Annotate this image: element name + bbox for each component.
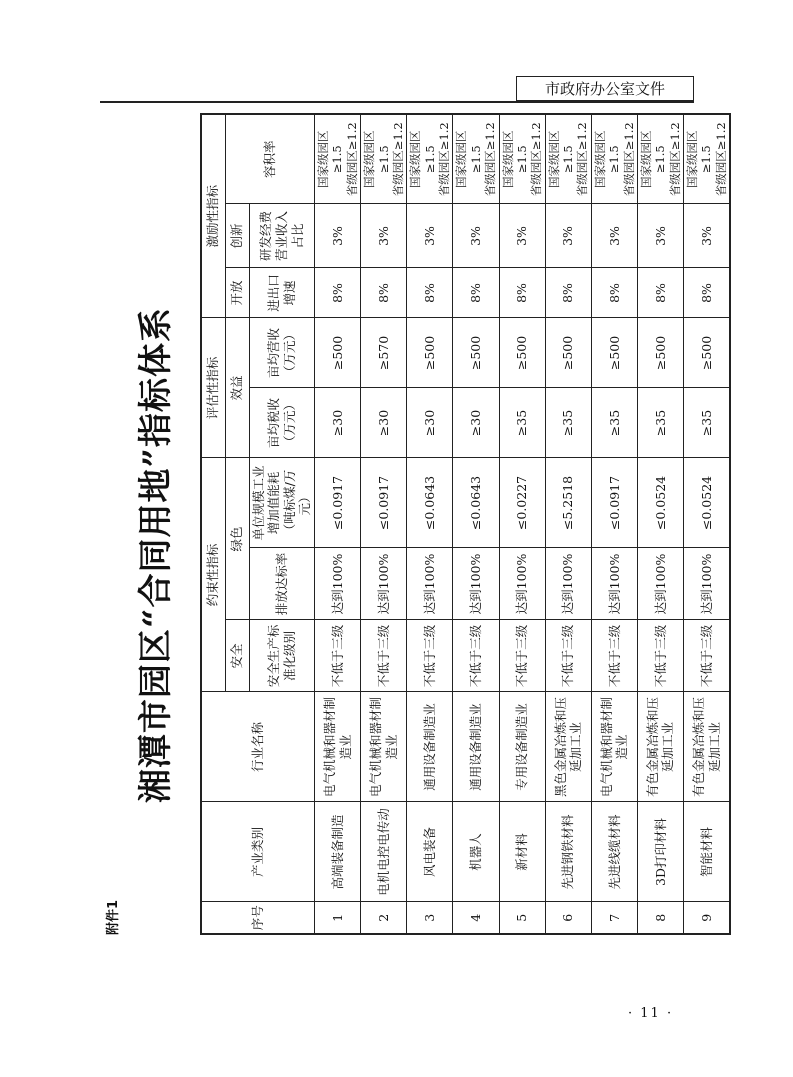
far-provincial: 省级园区≥1.2	[483, 122, 498, 197]
cell-safety: 不低于三级	[315, 620, 361, 692]
table-row	[407, 114, 453, 934]
cell-safety: 不低于三级	[361, 620, 407, 692]
cell-energy: ≤0.0524	[637, 458, 683, 548]
subgroup-open: 开放	[225, 268, 249, 318]
cell-ie: 8%	[545, 268, 591, 318]
subgroup-green: 绿色	[225, 458, 249, 620]
cell-seq: 9	[684, 902, 731, 934]
cell-tax: ≥35	[684, 388, 731, 458]
group-constraint: 约束性指标	[201, 458, 225, 692]
cell-emission: 达到100%	[361, 548, 407, 620]
cell-emission: 达到100%	[499, 548, 545, 620]
cell-emission: 达到100%	[637, 548, 683, 620]
subgroup-safety: 安全	[225, 620, 249, 692]
header-tax: 亩均税收（万元）	[249, 388, 315, 458]
far-provincial: 省级园区≥1.2	[437, 122, 451, 197]
cell-category: 智能材料	[684, 802, 731, 902]
cell-safety: 不低于三级	[453, 620, 499, 692]
cell-far	[315, 114, 361, 204]
cell-tax: ≥30	[453, 388, 499, 458]
cell-ie: 8%	[637, 268, 683, 318]
cell-revenue: ≥500	[591, 318, 637, 388]
cell-revenue: ≥500	[407, 318, 453, 388]
cell-category: 先进线缆材料	[591, 802, 637, 902]
cell-industry: 电气机械和器材制造业	[315, 692, 361, 802]
header-seq: 序号	[201, 902, 315, 934]
cell-category: 电机电控电传动	[361, 802, 407, 902]
cell-industry: 黑色金属冶炼和压延加工业	[545, 692, 591, 802]
cell-seq: 6	[545, 902, 591, 934]
table-row	[591, 114, 637, 934]
far-provincial: 省级园区≥1.2	[575, 122, 590, 197]
cell-rd: 3%	[315, 204, 361, 268]
cell-tax: ≥35	[545, 388, 591, 458]
subgroup-innovation: 创新	[225, 204, 249, 268]
cell-rd: 3%	[591, 204, 637, 268]
cell-ie: 8%	[591, 268, 637, 318]
cell-rd: 3%	[407, 204, 453, 268]
cell-category: 新材料	[499, 802, 545, 902]
cell-category: 高端装备制造	[315, 802, 361, 902]
cell-safety: 不低于三级	[684, 620, 731, 692]
rotated-page-content	[100, 115, 728, 935]
cell-energy: ≤0.0524	[684, 458, 731, 548]
cell-emission: 达到100%	[315, 548, 361, 620]
cell-revenue: ≥500	[545, 318, 591, 388]
cell-emission: 达到100%	[453, 548, 499, 620]
cell-tax: ≥30	[407, 388, 453, 458]
page-number: · 11 ·	[628, 1006, 674, 1021]
header-import-export: 进出口增速	[249, 268, 315, 318]
cell-tax: ≥35	[591, 388, 637, 458]
group-incentive: 激励性指标	[201, 114, 225, 318]
cell-energy: ≤5.2518	[545, 458, 591, 548]
cell-revenue: ≥500	[315, 318, 361, 388]
cell-emission: 达到100%	[545, 548, 591, 620]
table-row	[545, 114, 591, 934]
far-provincial: 省级园区≥1.2	[529, 122, 544, 197]
header-rd: 研发经费营业收入占比	[249, 204, 315, 268]
far-national: 国家级园区≥1.5	[316, 130, 345, 188]
cell-industry: 通用设备制造业	[407, 692, 453, 802]
header-emission: 排放达标率	[249, 548, 315, 620]
cell-far	[545, 114, 591, 204]
cell-industry: 专用设备制造业	[499, 692, 545, 802]
cell-energy: ≤0.0917	[315, 458, 361, 548]
table-row	[637, 114, 683, 934]
indicator-table	[200, 113, 731, 935]
header-revenue: 亩均营收（万元）	[249, 318, 315, 388]
cell-revenue: ≥500	[637, 318, 683, 388]
cell-far	[591, 114, 637, 204]
table-row	[684, 114, 731, 934]
subgroup-benefit: 效益	[225, 318, 249, 458]
cell-tax: ≥30	[361, 388, 407, 458]
document-header-label: 市政府办公室文件	[516, 76, 694, 101]
far-national: 国家级园区≥1.5	[685, 130, 714, 188]
far-national: 国家级园区≥1.5	[638, 130, 668, 188]
far-provincial: 省级园区≥1.2	[667, 122, 682, 197]
header-energy: 单位规模工业增加值能耗（吨标煤/万元）	[249, 458, 315, 548]
cell-tax: ≥35	[499, 388, 545, 458]
cell-ie: 8%	[499, 268, 545, 318]
cell-rd: 3%	[545, 204, 591, 268]
cell-category: 风电装备	[407, 802, 453, 902]
cell-far	[499, 114, 545, 204]
cell-seq: 1	[315, 902, 361, 934]
cell-rd: 3%	[499, 204, 545, 268]
cell-ie: 8%	[453, 268, 499, 318]
table-row	[315, 114, 361, 934]
cell-ie: 8%	[407, 268, 453, 318]
header-rule	[100, 101, 694, 103]
cell-revenue: ≥570	[361, 318, 407, 388]
cell-seq: 2	[361, 902, 407, 934]
group-evaluation: 评估性指标	[201, 318, 225, 458]
far-national: 国家级园区≥1.5	[546, 130, 575, 188]
cell-tax: ≥30	[315, 388, 361, 458]
cell-revenue: ≥500	[453, 318, 499, 388]
cell-tax: ≥35	[637, 388, 683, 458]
far-national: 国家级园区≥1.5	[500, 130, 529, 188]
cell-category: 3D打印材料	[637, 802, 683, 902]
cell-seq: 5	[499, 902, 545, 934]
far-provincial: 省级园区≥1.2	[344, 122, 359, 197]
cell-industry: 电气机械和器材制造业	[591, 692, 637, 802]
cell-far	[361, 114, 407, 204]
far-national: 国家级园区≥1.5	[362, 130, 391, 188]
far-provincial: 省级园区≥1.2	[390, 122, 405, 197]
cell-industry: 电气机械和器材制造业	[361, 692, 407, 802]
cell-safety: 不低于三级	[545, 620, 591, 692]
cell-ie: 8%	[361, 268, 407, 318]
far-national: 国家级园区≥1.5	[408, 130, 437, 188]
cell-safety: 不低于三级	[591, 620, 637, 692]
cell-energy: ≤0.0917	[591, 458, 637, 548]
cell-energy: ≤0.0643	[407, 458, 453, 548]
cell-industry: 通用设备制造业	[453, 692, 499, 802]
header-category: 产业类别	[201, 802, 315, 902]
cell-far	[684, 114, 731, 204]
cell-industry: 有色金属冶炼和压延加工业	[637, 692, 683, 802]
cell-energy: ≤0.0227	[499, 458, 545, 548]
cell-rd: 3%	[453, 204, 499, 268]
cell-seq: 8	[637, 902, 683, 934]
cell-safety: 不低于三级	[637, 620, 683, 692]
annex-label: 附件1	[106, 899, 121, 935]
cell-ie: 8%	[684, 268, 731, 318]
far-provincial: 省级园区≥1.2	[713, 122, 728, 197]
cell-revenue: ≥500	[499, 318, 545, 388]
cell-seq: 7	[591, 902, 637, 934]
header-safety-level: 安全生产标准化级别	[249, 620, 315, 692]
cell-energy: ≤0.0917	[361, 458, 407, 548]
cell-far	[407, 114, 453, 204]
far-national: 国家级园区≥1.5	[592, 130, 622, 188]
cell-category: 先进钢铁材料	[545, 802, 591, 902]
cell-industry: 有色金属冶炼和压延加工业	[684, 692, 731, 802]
table-row	[453, 114, 499, 934]
cell-emission: 达到100%	[591, 548, 637, 620]
cell-emission: 达到100%	[407, 548, 453, 620]
cell-safety: 不低于三级	[407, 620, 453, 692]
table-row	[361, 114, 407, 934]
cell-seq: 3	[407, 902, 453, 934]
cell-energy: ≤0.0643	[453, 458, 499, 548]
cell-ie: 8%	[315, 268, 361, 318]
cell-rd: 3%	[684, 204, 731, 268]
far-provincial: 省级园区≥1.2	[621, 122, 636, 197]
page-title: 湘潭市园区“合同用地”指标体系	[136, 306, 176, 804]
header-far: 容积率	[225, 114, 315, 204]
cell-rd: 3%	[637, 204, 683, 268]
cell-rd: 3%	[361, 204, 407, 268]
header-industry: 行业名称	[201, 692, 315, 802]
cell-seq: 4	[453, 902, 499, 934]
cell-far	[453, 114, 499, 204]
cell-safety: 不低于三级	[499, 620, 545, 692]
far-national: 国家级园区≥1.5	[454, 130, 483, 188]
cell-far	[637, 114, 683, 204]
table-row	[499, 114, 545, 934]
cell-emission: 达到100%	[684, 548, 731, 620]
cell-revenue: ≥500	[684, 318, 731, 388]
cell-category: 机器人	[453, 802, 499, 902]
